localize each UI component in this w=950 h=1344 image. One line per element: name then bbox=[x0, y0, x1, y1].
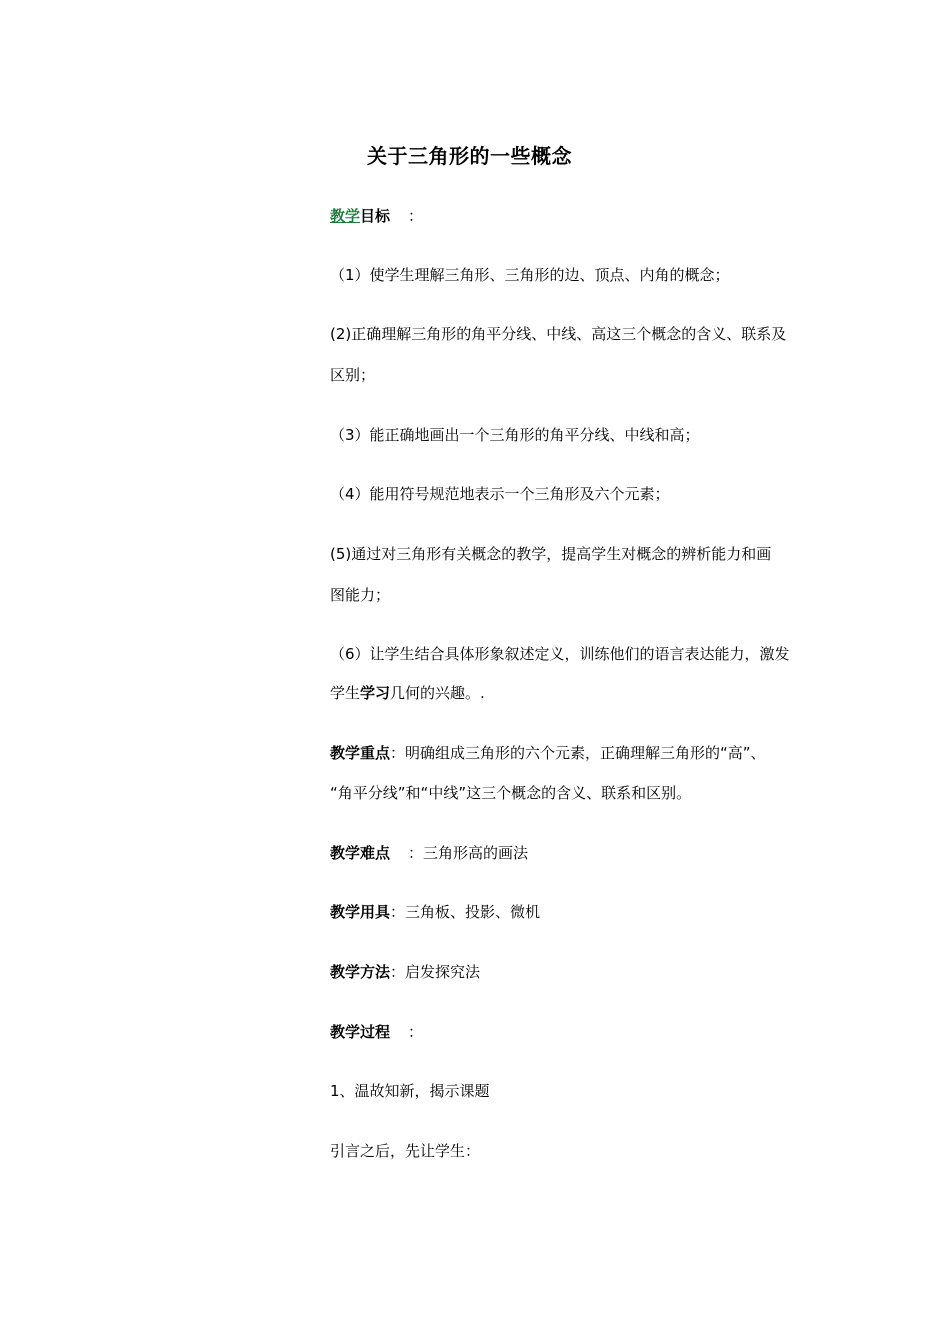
objective-item-4: （4）能用符号规范地表示一个三角形及六个元素； bbox=[330, 485, 670, 503]
objective-item-5: (5)通过对三角形有关概念的教学，提高学生对概念的辨析能力和画 bbox=[330, 545, 772, 563]
tools-line bbox=[330, 901, 540, 923]
objective-item-6-pre: 学生 bbox=[330, 684, 361, 702]
tools-label: 教学用具 bbox=[330, 903, 391, 921]
difficulty-label: 教学难点 bbox=[330, 844, 391, 862]
objective-item-6: （6）让学生结合具体形象叙述定义，训练他们的语言表达能力，激发 bbox=[330, 645, 790, 663]
objective-item-5-cont: 图能力； bbox=[330, 586, 391, 604]
objective-item-6-bold: 学习 bbox=[360, 684, 391, 702]
process-step-1: 1、温故知新，揭示课题 bbox=[330, 1082, 490, 1100]
objectives-label: 目标 bbox=[360, 207, 391, 225]
objective-item-2: (2)正确理解三角形的角平分线、中线、高这三个概念的含义、联系及 bbox=[330, 325, 787, 343]
objective-item-6-cont bbox=[330, 682, 485, 704]
method-line bbox=[330, 961, 480, 983]
method-text: ：启发探究法 bbox=[390, 963, 481, 981]
tools-text: ：三角板、投影、微机 bbox=[390, 903, 541, 921]
objective-item-6-post: 几何的兴趣。. bbox=[390, 684, 485, 702]
objective-item-1: （1）使学生理解三角形、三角形的边、顶点、内角的概念； bbox=[330, 266, 730, 284]
process-intro: 引言之后，先让学生： bbox=[330, 1142, 481, 1160]
key-points-line bbox=[330, 742, 766, 764]
difficulty-line bbox=[330, 842, 528, 864]
objectives-link[interactable]: 教学 bbox=[330, 207, 361, 225]
process-colon: ： bbox=[408, 1023, 424, 1041]
method-label: 教学方法 bbox=[330, 963, 391, 981]
document-title: 关于三角形的一些概念 bbox=[367, 144, 572, 168]
key-points-label: 教学重点 bbox=[330, 744, 391, 762]
process-heading bbox=[330, 1021, 423, 1043]
objectives-colon: ： bbox=[408, 207, 424, 225]
difficulty-text: ：三角形高的画法 bbox=[408, 844, 529, 862]
objectives-heading bbox=[330, 205, 423, 227]
objective-item-2-cont: 区别； bbox=[330, 366, 376, 384]
key-points-text: ：明确组成三角形的六个元素，正确理解三角形的“高”、 bbox=[390, 744, 766, 762]
objective-item-3: （3）能正确地画出一个三角形的角平分线、中线和高； bbox=[330, 426, 700, 444]
process-label: 教学过程 bbox=[330, 1023, 391, 1041]
key-points-cont: “角平分线”和“中线”这三个概念的含义、联系和区别。 bbox=[330, 784, 692, 802]
